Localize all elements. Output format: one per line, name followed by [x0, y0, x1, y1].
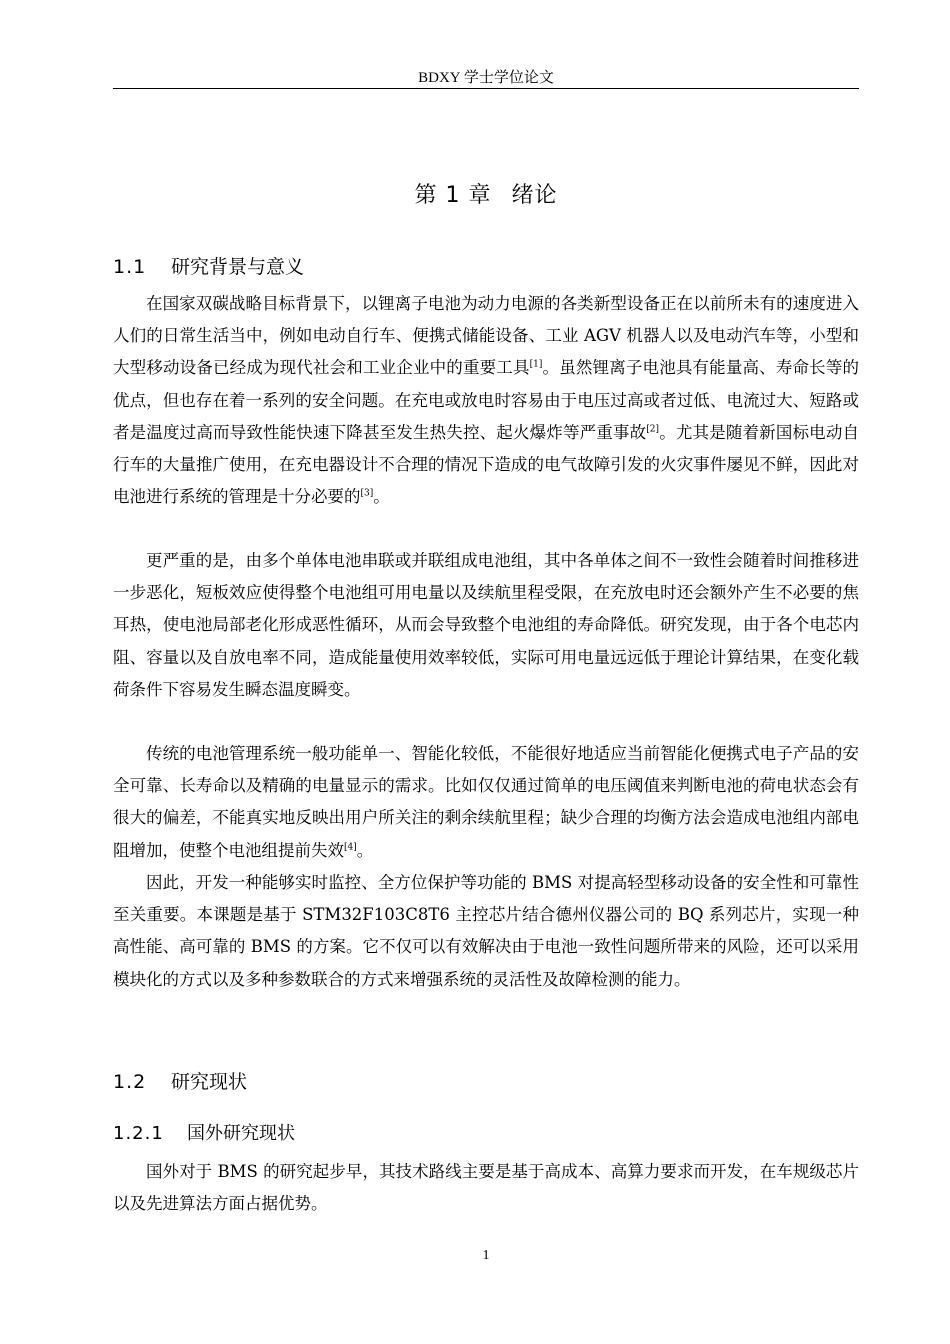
running-header: BDXY 学士学位论文: [418, 70, 554, 86]
subsection-title: 国外研究现状: [187, 1123, 295, 1144]
citation-3: [3]: [360, 488, 374, 499]
section-number: 1.1: [113, 256, 147, 278]
subsection-heading-1-2-1: [113, 1119, 295, 1145]
page-number: 1: [482, 1248, 490, 1263]
chapter-title: [113, 178, 859, 209]
section-number: 1.2: [113, 1071, 147, 1093]
header-rule: [113, 88, 859, 89]
section-heading-1-2: [113, 1067, 247, 1094]
citation-4: [4]: [344, 842, 357, 853]
chapter-number: 第 1 章: [414, 183, 492, 208]
citation-1: [1]: [529, 359, 543, 370]
section-title: 研究现状: [171, 1071, 248, 1093]
paragraph-background-1: 在国家双碳战略目标背景下，以锂离子电池为动力电源的各类新型设备正在以前所未有的速度进入人们的日常生活当中，例如电动自行车、便携式储能设备、工业 AGV 机器人以及电动汽车等，小型和大型移动设备已经成为现代社会和工业企业中的重要工具[1]。虽然锂离子电池具有能量高、寿命长等的优点，但也存在着一系列的安全问题。在充电或放电时容易由于电压过高或者过低、电流过大、短路或者是温度过高而导致性能快速下降甚至发生热失控、起火爆炸等严重事故[2]。尤其是随着新国标电动自行车的大量推广使用，在充电器设计不合理的情况下造成的电气故障引发的火灾事件屡见不鲜，因此对电池进行系统的管理是十分必要的[3]。: [113, 294, 860, 507]
chapter-name: 绪论: [511, 183, 558, 208]
paragraph-background-3: 传统的电池管理系统一般功能单一、智能化较低，不能很好地适应当前智能化便携式电子产品的安全可靠、长寿命以及精确的电量显示的需求。比如仅仅通过简单的电压阈值来判断电池的荷电状态会有很大的偏差，不能真实地反映出用户所关注的剩余续航里程；缺少合理的均衡方法会造成电池组内部电阻增加，使整个电池组提前失效[4]。: [113, 744, 859, 860]
section-heading-1-1: [113, 252, 304, 279]
paragraph-background-2: 更严重的是，由多个单体电池串联或并联组成电池组，其中各单体之间不一致性会随着时间推移进一步恶化，短板效应使得整个电池组可用电量以及续航里程受限，在充放电时还会额外产生不必要的焦耳热，使电池局部老化形成恶性循环，从而会导致整个电池组的寿命降低。研究发现，由于各个电芯内阻、容量以及自放电率不同，造成能量使用效率较低，实际可用电量远远低于理论计算结果，在变化载荷条件下容易发生瞬态温度瞬变。: [113, 551, 859, 699]
paragraph-foreign-research: 国外对于 BMS 的研究起步早，其技术路线主要是基于高成本、高算力要求而开发，在车规级芯片以及先进算法方面占据优势。: [113, 1162, 859, 1214]
paragraph-background-4: 因此，开发一种能够实时监控、全方位保护等功能的 BMS 对提高轻型移动设备的安全性和可靠性至关重要。本课题是基于 STM32F103C8T6 主控芯片结合德州仪器公司的 BQ 系列芯片，实现一种高性能、高可靠的 BMS 的方案。它不仅可以有效解决由于电池一致性问题所带来的风险，还可以采用模块化的方式以及多种参数联合的方式来增强系统的灵活性及故障检测的能力。: [113, 873, 859, 989]
subsection-number: 1.2.1: [113, 1123, 164, 1144]
section-title: 研究背景与意义: [171, 256, 305, 278]
citation-2: [2]: [646, 424, 660, 435]
